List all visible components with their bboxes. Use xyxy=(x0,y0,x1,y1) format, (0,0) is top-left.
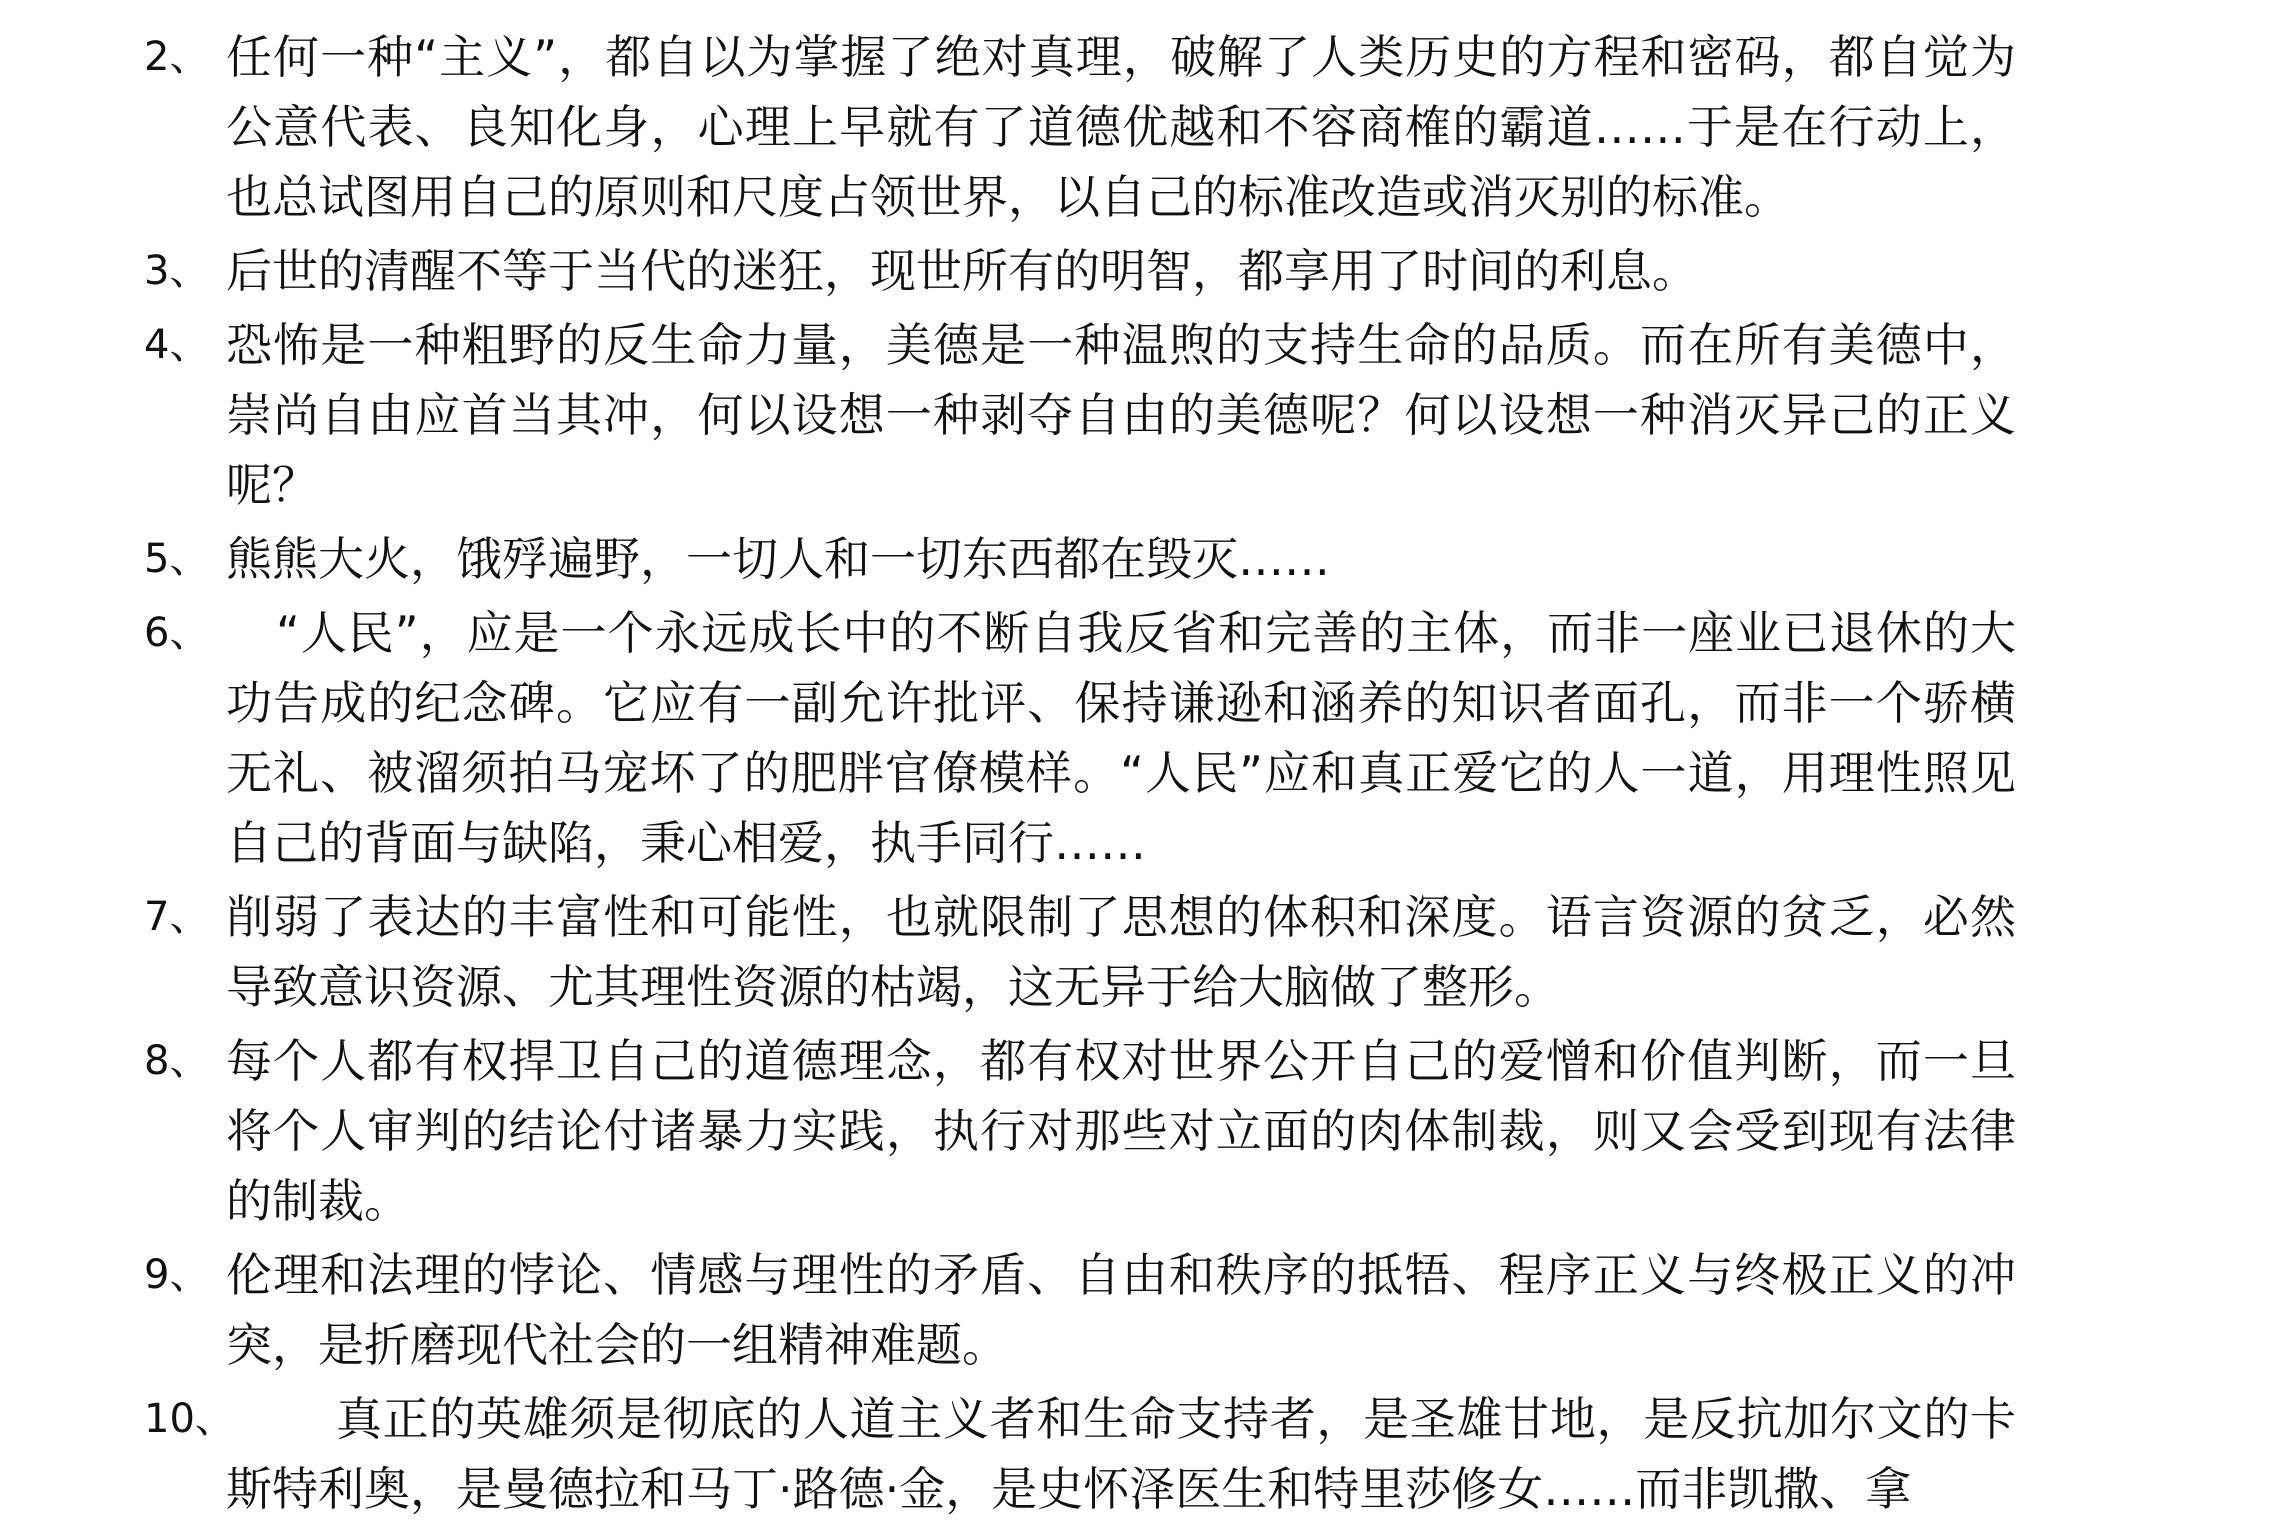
list-item-number: 3、 xyxy=(144,248,210,294)
list-item xyxy=(0,1384,2280,1524)
list-item-text: 任何一种“主义”，都自以为掌握了绝对真理，破解了人类历史的方程和密码，都自觉为公意代表、良知化身，心理上早就有了道德优越和不容商榷的霸道……于是在行动上，也总试图用自己的原则和尺度占领世界，以自己的标准改造或消灭别的标准。 xyxy=(226,30,2016,224)
list-item-number: 8、 xyxy=(144,1038,210,1084)
list-item-text: 伦理和法理的悖论、情感与理性的矛盾、自由和秩序的抵牾、程序正义与终极正义的冲突，是折磨现代社会的一组精神难题。 xyxy=(226,1248,2016,1372)
list-item xyxy=(0,1240,2280,1380)
list-item-number: 10、 xyxy=(144,1396,235,1442)
list-item-number: 9、 xyxy=(144,1252,210,1298)
list-item-number: 7、 xyxy=(144,894,210,940)
list-item-text: 后世的清醒不等于当代的迷狂，现世所有的明智，都享用了时间的利息。 xyxy=(226,244,1698,298)
list-item xyxy=(0,882,2280,1022)
list-item-number: 2、 xyxy=(144,34,210,80)
list-item-text: 熊熊大火，饿殍遍野，一切人和一切东西都在毁灭…… xyxy=(226,532,1330,586)
list-item xyxy=(0,1026,2280,1236)
list-item-text: 真正的英雄须是彻底的人道主义者和生命支持者，是圣雄甘地，是反抗加尔文的卡斯特利奥，是曼德拉和马丁·路德·金，是史怀泽医生和特里莎修女……而非凯撒、拿 xyxy=(226,1392,2016,1516)
list-item-number: 6、 xyxy=(144,610,210,656)
list-item-number: 4、 xyxy=(144,322,210,368)
list-item xyxy=(0,22,2280,232)
list-item xyxy=(0,236,2280,306)
list-item xyxy=(0,598,2280,878)
list-item-text: 每个人都有权捍卫自己的道德理念，都有权对世界公开自己的爱憎和价值判断，而一旦将个人审判的结论付诸暴力实践，执行对那些对立面的肉体制裁，则又会受到现有法律的制裁。 xyxy=(226,1034,2016,1228)
list-item xyxy=(0,524,2280,594)
numbered-list xyxy=(0,22,2280,1528)
list-item xyxy=(0,310,2280,520)
list-item-text: “人民”，应是一个永远成长中的不断自我反省和完善的主体，而非一座业已退休的大功告成的纪念碑。它应有一副允许批评、保持谦逊和涵养的知识者面孔，而非一个骄横无礼、被溜须拍马宠坏了的肥胖官僚模样。“人民”应和真正爱它的人一道，用理性照见自己的背面与缺陷，秉心相爱，执手同行…… xyxy=(226,606,2016,870)
list-item-number: 5、 xyxy=(144,536,210,582)
list-item-text: 恐怖是一种粗野的反生命力量，美德是一种温煦的支持生命的品质。而在所有美德中，崇尚自由应首当其冲，何以设想一种剥夺自由的美德呢？何以设想一种消灭异己的正义呢？ xyxy=(226,318,2016,512)
list-item-text: 削弱了表达的丰富性和可能性，也就限制了思想的体积和深度。语言资源的贫乏，必然导致意识资源、尤其理性资源的枯竭，这无异于给大脑做了整形。 xyxy=(226,890,2016,1014)
